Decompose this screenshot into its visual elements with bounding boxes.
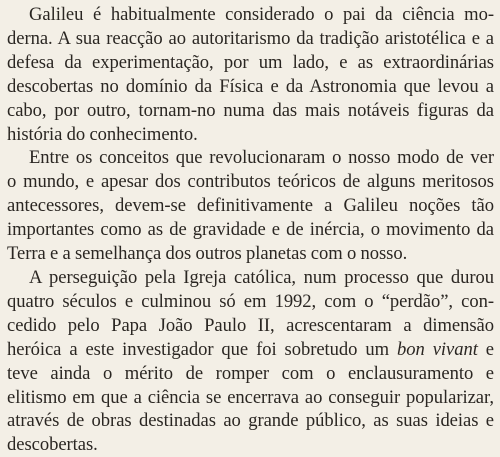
- text-line: defesa da experimentação, por um lado, e as extraordinárias: [7, 51, 494, 73]
- text-line: Galileu é habitualmente considerado o pai da ciência mo-: [29, 4, 494, 25]
- text-line: Entre os conceitos que revolucionaram o nosso modo de ver: [29, 147, 494, 169]
- text-line: derna. A sua reacção ao autoritarismo da tradição aristotélica e a: [7, 27, 494, 49]
- paragraph-1: [7, 3, 494, 146]
- text-line: descobertas.: [7, 434, 98, 456]
- italic-phrase: bon vivant: [397, 338, 478, 360]
- text-line-with-italic: [7, 338, 494, 362]
- text-line: Terra e a semelhança dos outros planetas com o nosso.: [7, 243, 408, 265]
- text-line: A perseguição pela Igreja católica, num processo que durou: [29, 266, 494, 288]
- text-segment: e: [477, 338, 495, 360]
- text-line: quatro séculos e culminou só em 1992, com o “perdão”, con-: [7, 290, 494, 312]
- text-line: história do conhecimento.: [7, 123, 198, 145]
- text-line: importantes como as de gravidade e de inércia, o movimento da: [7, 219, 494, 241]
- paragraph-2: [7, 146, 494, 266]
- text-line: teve ainda o mérito de romper com o enclausuramento e: [7, 362, 494, 384]
- paragraph-3: [7, 266, 494, 457]
- text-line: através de obras destinadas ao grande público, as suas ideias e: [7, 410, 494, 432]
- text-line: descobertas no domínio da Física e da Astronomia que levou a: [7, 75, 494, 97]
- text-line: cedido pelo Papa João Paulo II, acrescentaram a dimensão: [7, 314, 494, 336]
- text-line: elitismo em que a ciência se encerrava ao conseguir popularizar,: [7, 386, 494, 408]
- text-line: o mundo, e apesar dos contributos teóricos de alguns meritosos: [7, 171, 494, 193]
- text-line: antecessores, devem-se definitivamente a Galileu noções tão: [7, 195, 494, 217]
- text-line: cabo, por outro, tornam-no numa das mais notáveis figuras da: [7, 99, 494, 121]
- text-segment: heróica a este investigador que foi sobretudo um: [7, 338, 397, 360]
